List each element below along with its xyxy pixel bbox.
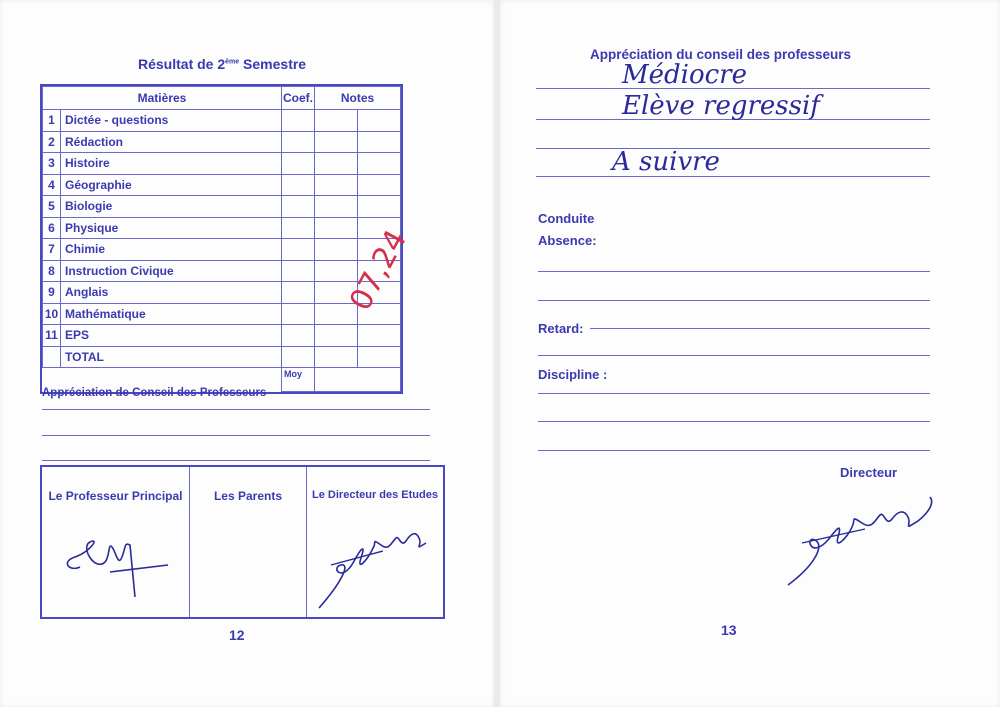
- table-row: [43, 303, 401, 325]
- sig-label-principal: Le Professeur Principal: [48, 489, 183, 503]
- subject-name: Rédaction: [61, 131, 282, 153]
- note-cell: [315, 260, 358, 282]
- table-row: [43, 196, 401, 218]
- conduite-label: Conduite: [538, 211, 595, 226]
- subject-name: Histoire: [61, 153, 282, 175]
- discipline-label: Discipline :: [538, 367, 608, 382]
- sig-cell-principal: [42, 467, 190, 617]
- right-page: [500, 0, 1000, 707]
- subject-number: 9: [43, 282, 61, 304]
- note-cell: [315, 110, 358, 132]
- subject-number: 1: [43, 110, 61, 132]
- subject-name: Mathématique: [61, 303, 282, 325]
- line: [42, 460, 430, 461]
- sig-cell-directeur-etudes: [307, 467, 443, 617]
- appreciation-title-right: Appréciation du conseil des professeurs: [590, 47, 852, 62]
- subject-number: 11: [43, 325, 61, 347]
- note-cell: [358, 325, 401, 347]
- coef-cell: [282, 153, 315, 175]
- handwritten-grade: 07,24: [343, 224, 415, 317]
- absence-label: Absence:: [538, 233, 597, 248]
- subject-number: 10: [43, 303, 61, 325]
- handwritten-appreciation-1: Médiocre: [622, 60, 747, 90]
- note-cell: [315, 303, 358, 325]
- directeur-etudes-signature-icon: [311, 503, 441, 613]
- note-cell: [358, 153, 401, 175]
- note-cell: [315, 153, 358, 175]
- note-cell: [315, 196, 358, 218]
- table-row: [43, 325, 401, 347]
- line: [538, 421, 930, 422]
- line: [536, 148, 930, 149]
- note-cell: [315, 174, 358, 196]
- table-row: [43, 174, 401, 196]
- subject-number: 2: [43, 131, 61, 153]
- line: [42, 409, 430, 410]
- line: [538, 393, 930, 394]
- note-cell: [315, 325, 358, 347]
- handwritten-appreciation-3: A suivre: [612, 147, 720, 177]
- note-cell: [315, 239, 358, 261]
- line: [538, 300, 930, 301]
- note-cell: [358, 174, 401, 196]
- grades-table: [40, 84, 403, 394]
- subject-number: 3: [43, 153, 61, 175]
- note-cell: [358, 131, 401, 153]
- subject-name: EPS: [61, 325, 282, 347]
- subject-name: Instruction Civique: [61, 260, 282, 282]
- coef-cell: [282, 174, 315, 196]
- page-number-left: 12: [229, 627, 245, 643]
- subject-number: 6: [43, 217, 61, 239]
- subject-name: Biologie: [61, 196, 282, 218]
- moy-value-cell: [315, 368, 401, 392]
- coef-cell: [282, 303, 315, 325]
- coef-cell: [282, 110, 315, 132]
- directeur-signature-icon: [780, 485, 950, 595]
- subject-name: Géographie: [61, 174, 282, 196]
- subject-name: Dictée - questions: [61, 110, 282, 132]
- retard-label: Retard:: [538, 321, 584, 336]
- sig-label-directeur-etudes: Le Directeur des Etudes: [312, 489, 438, 501]
- header-matieres: Matières: [43, 87, 282, 110]
- coef-cell: [282, 239, 315, 261]
- note-cell: [358, 196, 401, 218]
- total-label: TOTAL: [61, 346, 282, 368]
- sig-cell-parents: [190, 467, 307, 617]
- line: [590, 328, 930, 329]
- note-cell: [315, 217, 358, 239]
- subject-number: 8: [43, 260, 61, 282]
- line: [538, 450, 930, 451]
- table-row: [43, 110, 401, 132]
- subject-number: 4: [43, 174, 61, 196]
- subject-name: Physique: [61, 217, 282, 239]
- header-coef: Coef.: [282, 87, 315, 110]
- line: [42, 435, 430, 436]
- left-page: [0, 0, 494, 707]
- line: [536, 176, 930, 177]
- coef-cell: [282, 196, 315, 218]
- principal-signature-icon: [50, 517, 180, 597]
- sig-label-parents: Les Parents: [213, 489, 283, 503]
- directeur-label: Directeur: [840, 465, 898, 480]
- coef-cell: [282, 325, 315, 347]
- coef-cell: [282, 282, 315, 304]
- table-row: [43, 239, 401, 261]
- table-row: [43, 131, 401, 153]
- signature-table: [40, 465, 445, 619]
- appreciation-label-left: Appréciation de Conseil des Professeurs: [42, 387, 267, 399]
- subject-number: 7: [43, 239, 61, 261]
- handwritten-appreciation-2: Elève regressif: [622, 91, 820, 121]
- subject-name: Anglais: [61, 282, 282, 304]
- note-cell: [358, 110, 401, 132]
- note-cell: [315, 131, 358, 153]
- moy-label: Moy: [282, 368, 315, 392]
- page-number-right: 13: [721, 622, 737, 638]
- header-notes: Notes: [315, 87, 401, 110]
- coef-cell: [282, 131, 315, 153]
- coef-cell: [282, 260, 315, 282]
- coef-cell: [282, 217, 315, 239]
- table-row: [43, 217, 401, 239]
- line: [538, 271, 930, 272]
- table-row: [43, 260, 401, 282]
- semester-title: Résultat de 2ème Semestre: [138, 56, 307, 72]
- subject-name: Chimie: [61, 239, 282, 261]
- subject-number: 5: [43, 196, 61, 218]
- line: [538, 355, 930, 356]
- table-row: [43, 153, 401, 175]
